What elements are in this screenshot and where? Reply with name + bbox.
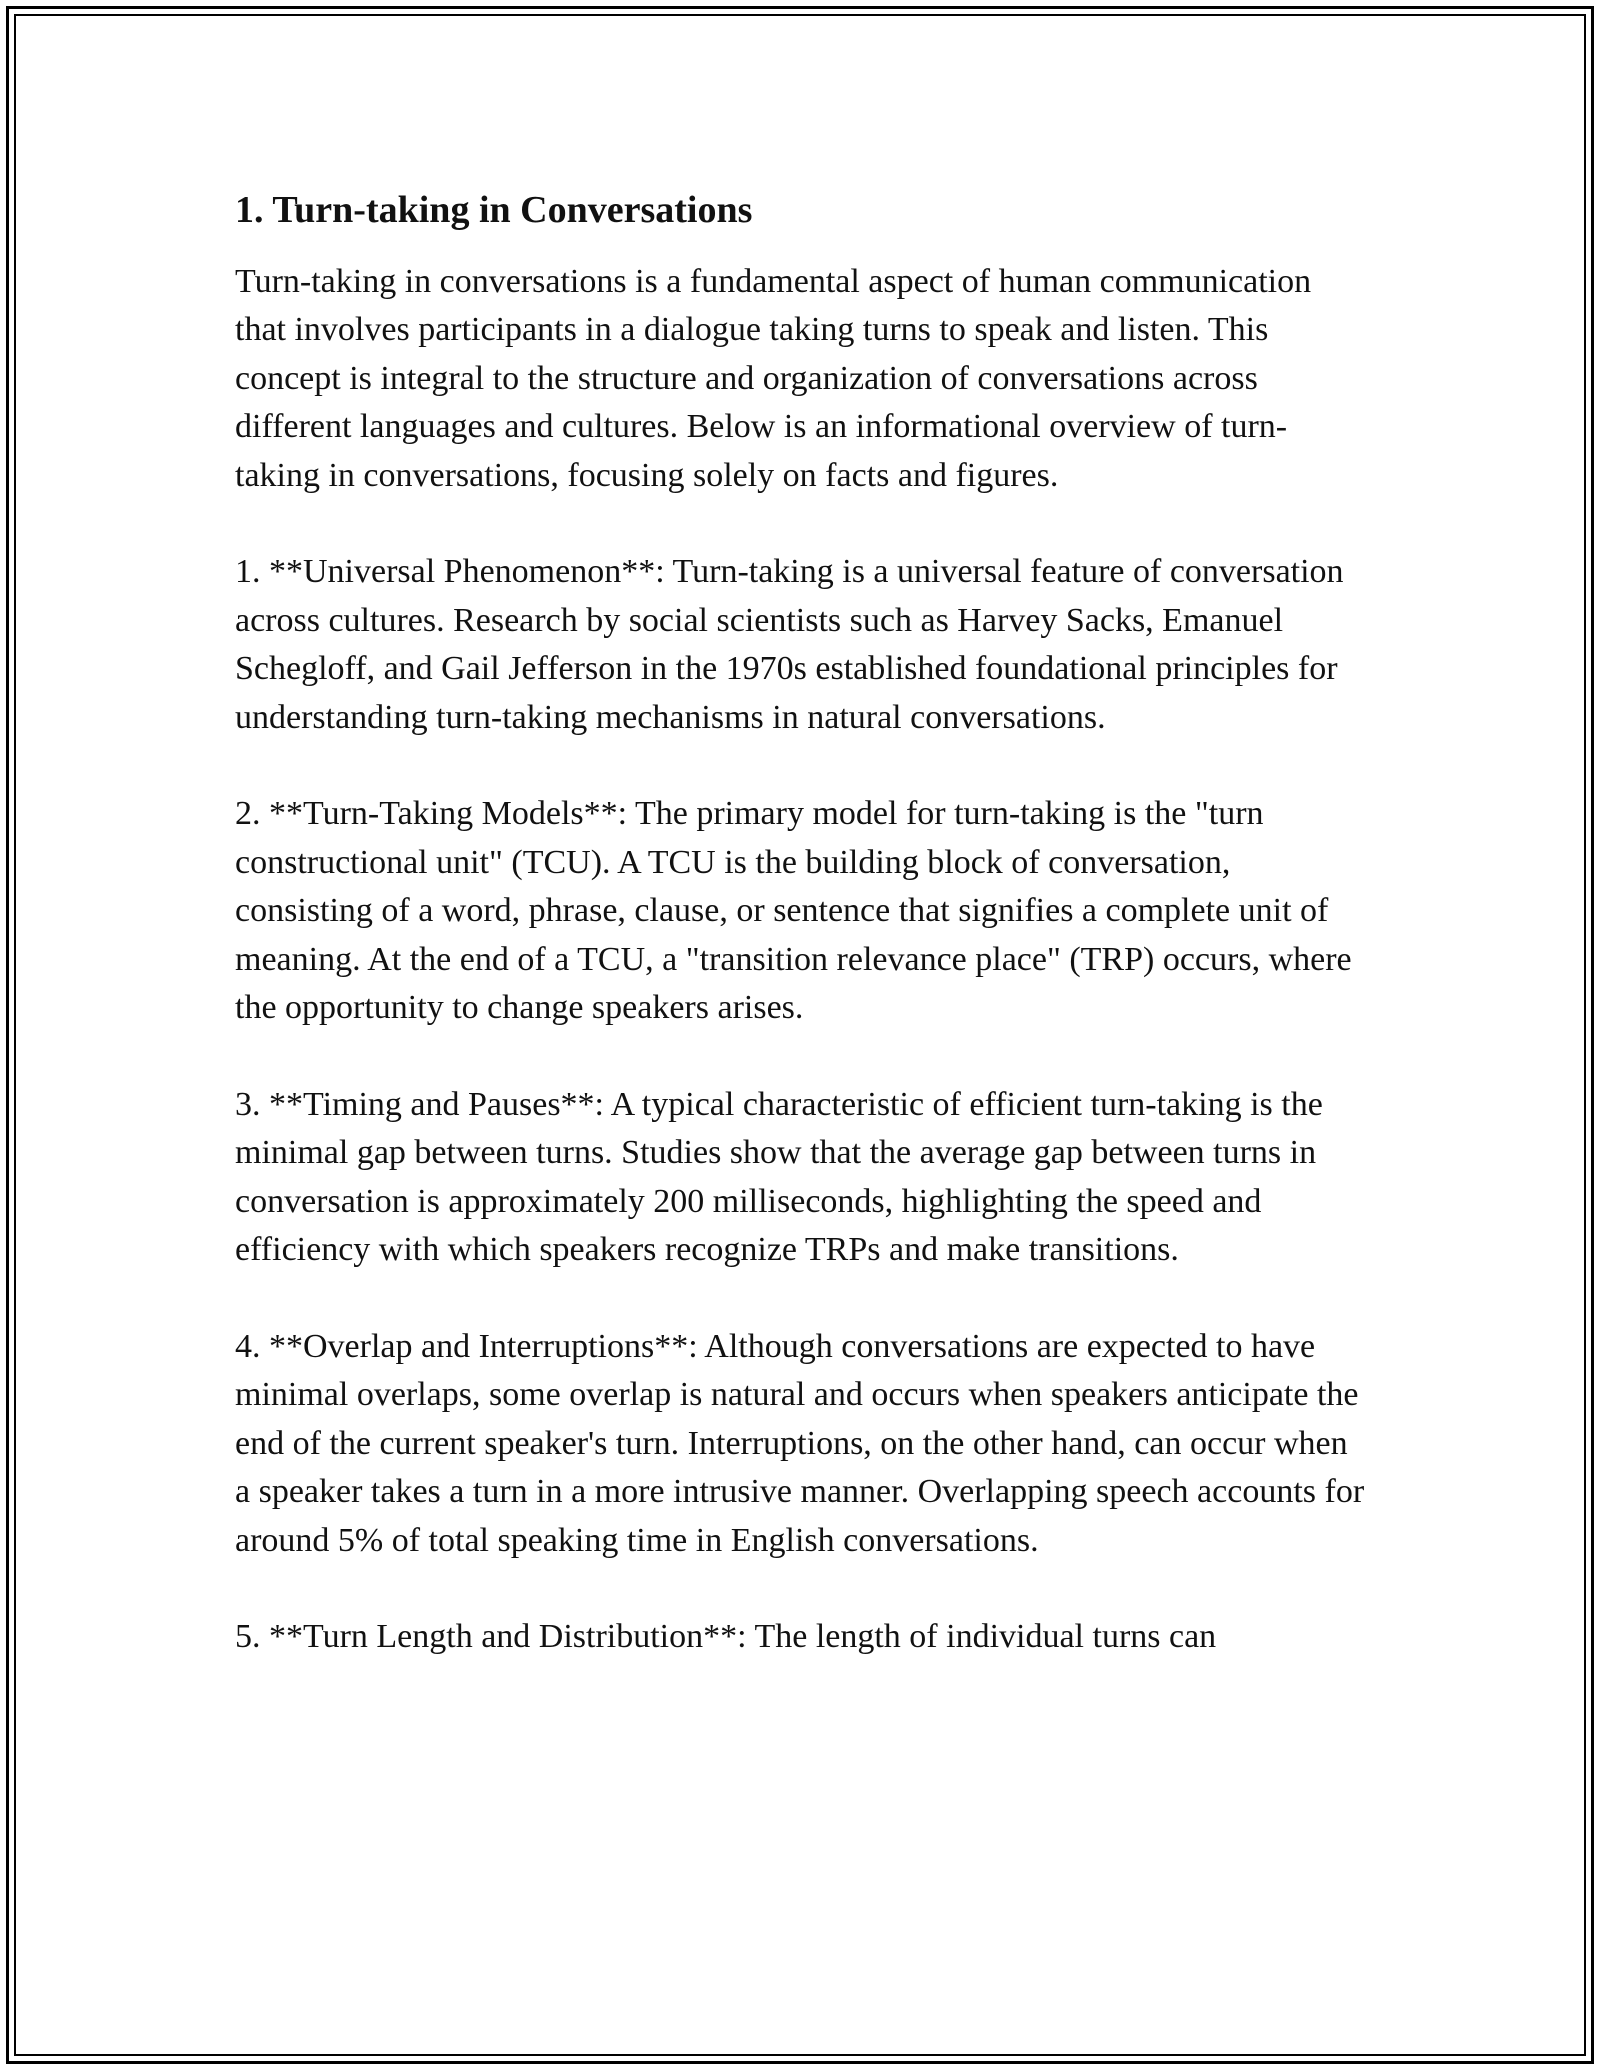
paragraph-turn-taking-models: 2. **Turn-Taking Models**: The primary model for turn-taking is the "turn constructional unit" (TCU). A TCU is the building block of conversation, consisting of a word, phrase, clause, or sentence that signifies a complete unit of meaning. At the end of a TCU, a "transition relevance place" (TRP) occurs, where the opportunity to change speakers arises. xyxy=(235,795,1352,1027)
paragraph-timing-and-pauses: 3. **Timing and Pauses**: A typical characteristic of efficient turn-taking is the minimal gap between turns. Studies show that the average gap between turns in conversation is approximately 200 milliseconds, highlighting the speed and efficiency with which speakers recognize TRPs and make transitions. xyxy=(235,1085,1323,1269)
paragraph-turn-length: 5. **Turn Length and Distribution**: The length of individual turns can xyxy=(235,1618,1217,1656)
section-heading: 1. Turn-taking in Conversations xyxy=(235,189,753,231)
paragraph-overlap-and-interruptions: 4. **Overlap and Interruptions**: Although conversations are expected to have minimal overlaps, some overlap is natural and occurs when speakers anticipate the end of the current speaker's turn. Interruptions, on the other hand, can occur when a speaker takes a turn in a more intrusive manner. Overlapping speech accounts for around 5% of total speaking time in English conversations. xyxy=(235,1327,1365,1559)
intro-paragraph: Turn-taking in conversations is a fundamental aspect of human communication that involves participants in a dialogue taking turns to speak and listen. This concept is integral to the structure and organization of conversations across different languages and cultures. Below is an informational overview of turn-taking in conversations, focusing solely on facts and figures. xyxy=(235,263,1312,494)
document-body xyxy=(235,186,1365,1710)
paragraph-universal-phenomenon: 1. **Universal Phenomenon**: Turn-taking is a universal feature of conversation across cultures. Research by social scientists such as Harvey Sacks, Emanuel Schegloff, and Gail Jefferson in the 1970s established foundational principles for understanding turn-taking mechanisms in natural conversations. xyxy=(235,553,1344,736)
